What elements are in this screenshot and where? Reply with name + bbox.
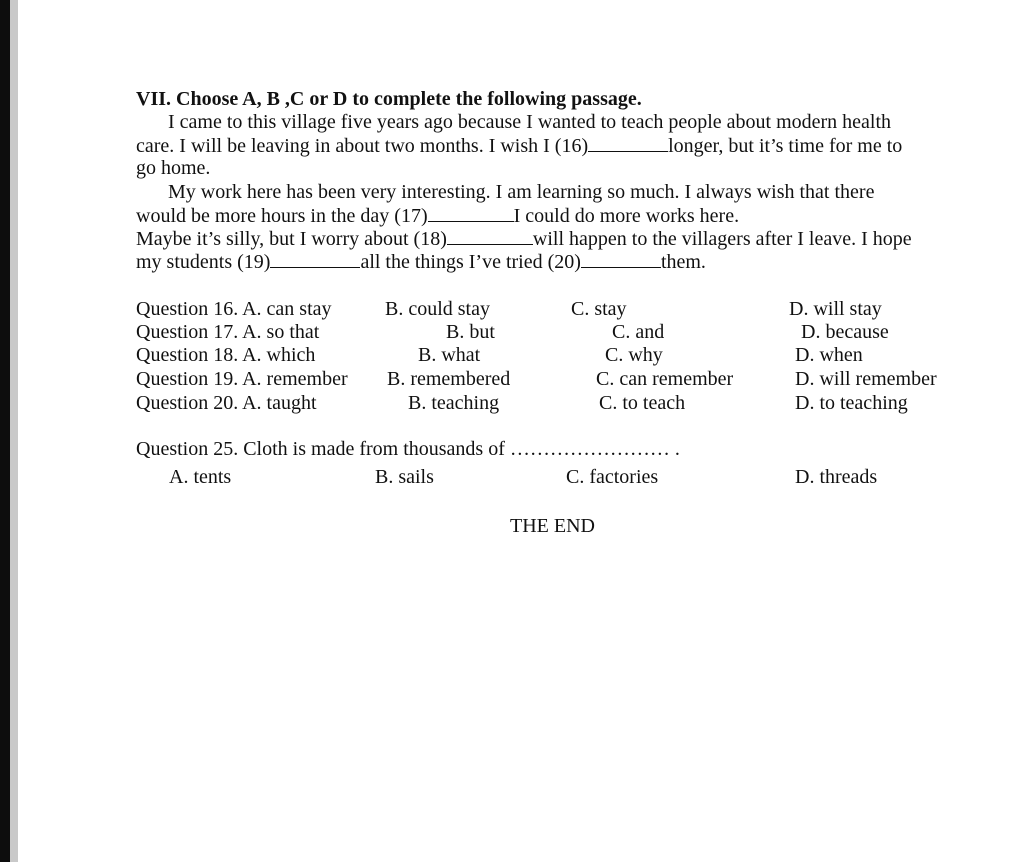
q25-option-a: A. tents bbox=[169, 466, 232, 488]
passage-text: will happen to the villagers after I leave. I hope bbox=[532, 228, 912, 250]
gray-edge-strip bbox=[10, 0, 18, 862]
option-d: D. will remember bbox=[795, 368, 937, 390]
option-c: C. to teach bbox=[599, 392, 686, 414]
passage-text: I could do more works here. bbox=[513, 205, 740, 227]
blank-18 bbox=[447, 227, 533, 245]
question-label: Question 20. A. taught bbox=[136, 392, 317, 414]
option-d: D. when bbox=[795, 344, 863, 366]
option-b: B. what bbox=[418, 344, 481, 366]
passage-text: them. bbox=[660, 251, 706, 273]
passage-text: Maybe it’s silly, but I worry about (18) bbox=[136, 228, 447, 250]
option-b: B. could stay bbox=[385, 298, 490, 320]
option-d: D. will stay bbox=[789, 298, 882, 320]
blank-20 bbox=[581, 250, 661, 268]
passage-line: I came to this village five years ago because I wanted to teach people about modern health bbox=[168, 111, 892, 133]
option-c: C. can remember bbox=[596, 368, 734, 390]
end-text: THE END bbox=[510, 515, 595, 537]
question-label: Question 19. A. remember bbox=[136, 368, 348, 390]
passage-line bbox=[136, 204, 739, 228]
option-c: C. stay bbox=[571, 298, 627, 320]
question-label: Question 18. A. which bbox=[136, 344, 316, 366]
option-d: D. to teaching bbox=[795, 392, 908, 414]
blank-16 bbox=[588, 134, 668, 152]
passage-text: would be more hours in the day (17) bbox=[136, 205, 428, 227]
passage-line: go home. bbox=[136, 157, 211, 179]
question-label: Question 17. A. so that bbox=[136, 321, 320, 343]
passage-line bbox=[136, 250, 706, 274]
option-c: C. and bbox=[612, 321, 665, 343]
section-title: VII. Choose A, B ,C or D to complete the following passage. bbox=[136, 88, 642, 110]
blank-19 bbox=[270, 250, 360, 268]
passage-text: care. I will be leaving in about two months. I wish I (16) bbox=[136, 135, 589, 157]
passage-text: longer, but it’s time for me to bbox=[668, 135, 903, 157]
blank-17 bbox=[428, 204, 514, 222]
option-b: B. but bbox=[446, 321, 495, 343]
question-25-stem: Question 25. Cloth is made from thousands of …………………… . bbox=[136, 438, 680, 460]
option-b: B. remembered bbox=[387, 368, 511, 390]
option-d: D. because bbox=[801, 321, 889, 343]
passage-line bbox=[136, 227, 912, 251]
q25-option-c: C. factories bbox=[566, 466, 659, 488]
passage-line bbox=[136, 134, 902, 158]
option-b: B. teaching bbox=[408, 392, 500, 414]
passage-text: all the things I’ve tried (20) bbox=[360, 251, 581, 273]
passage-text: my students (19) bbox=[136, 251, 271, 273]
q25-option-b: B. sails bbox=[375, 466, 434, 488]
option-c: C. why bbox=[605, 344, 663, 366]
passage-line: My work here has been very interesting. I am learning so much. I always wish that there bbox=[168, 181, 875, 203]
question-label: Question 16. A. can stay bbox=[136, 298, 332, 320]
dark-edge-bar bbox=[0, 0, 10, 862]
q25-option-d: D. threads bbox=[795, 466, 878, 488]
